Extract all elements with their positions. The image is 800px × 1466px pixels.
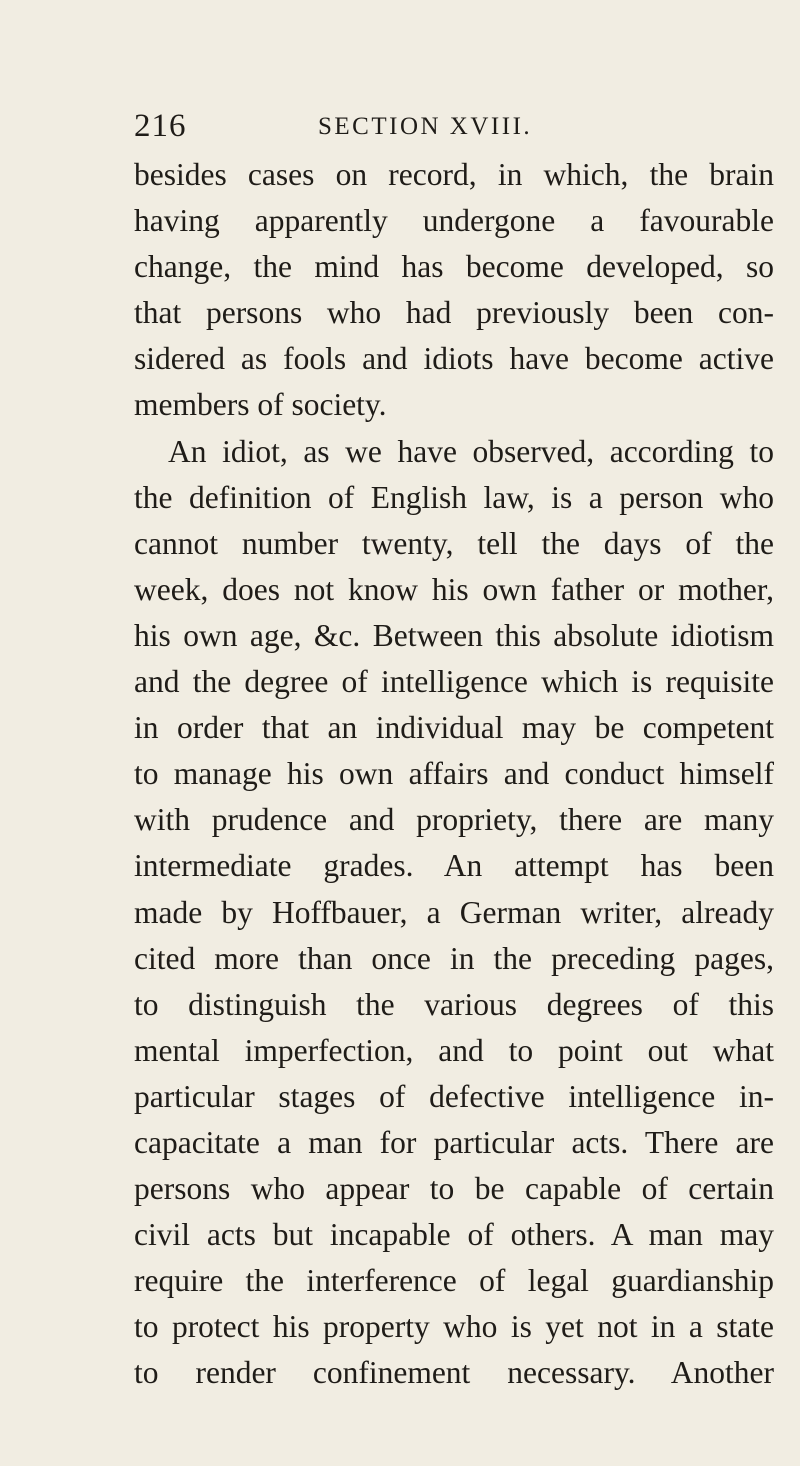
section-title: SECTION XVIII. [318, 113, 533, 140]
text-line: cited more than once in the preceding pages, [134, 940, 774, 976]
text-line: to render confinement necessary. Another [134, 1355, 774, 1391]
text-line: sidered as fools and idiots have become active [134, 341, 774, 377]
text-line: An idiot, as we have observed, according to [168, 433, 774, 469]
text-line: besides cases on record, in which, the brain [134, 157, 774, 192]
text-line: to protect his property who is yet not in a state [134, 1309, 774, 1345]
body-text [134, 152, 774, 1397]
text-line: in order that an individual may be competent [134, 710, 774, 746]
text-line: cannot number twenty, tell the days of the [134, 525, 774, 561]
text-line: the definition of English law, is a person who [134, 479, 774, 515]
text-line: to distinguish the various degrees of this [134, 986, 774, 1022]
text-line: change, the mind has become developed, so [134, 249, 774, 285]
text-line: persons who appear to be capable of certain [134, 1171, 774, 1207]
text-line: that persons who had previously been con- [134, 295, 774, 331]
text-line: capacitate a man for particular acts. There are [134, 1124, 774, 1160]
text-line: with prudence and propriety, there are many [134, 802, 774, 838]
text-line: week, does not know his own father or mother, [134, 571, 774, 607]
text-line: his own age, &c. Between this absolute idiotism [134, 617, 774, 653]
text-line: members of society. [134, 387, 387, 423]
running-head [0, 84, 800, 144]
text-line: particular stages of defective intelligence in- [134, 1078, 774, 1114]
text-line: and the degree of intelligence which is requisite [134, 664, 774, 700]
text-line: intermediate grades. An attempt has been [134, 848, 774, 884]
text-line: require the interference of legal guardianship [134, 1263, 774, 1299]
text-line: having apparently undergone a favourable [134, 203, 774, 239]
text-line: civil acts but incapable of others. A man may [134, 1217, 774, 1253]
text-line: to manage his own affairs and conduct himself [134, 756, 774, 792]
page-number: 216 [134, 108, 187, 144]
text-line: made by Hoffbauer, a German writer, already [134, 894, 774, 930]
text-line: mental imperfection, and to point out what [134, 1032, 774, 1068]
